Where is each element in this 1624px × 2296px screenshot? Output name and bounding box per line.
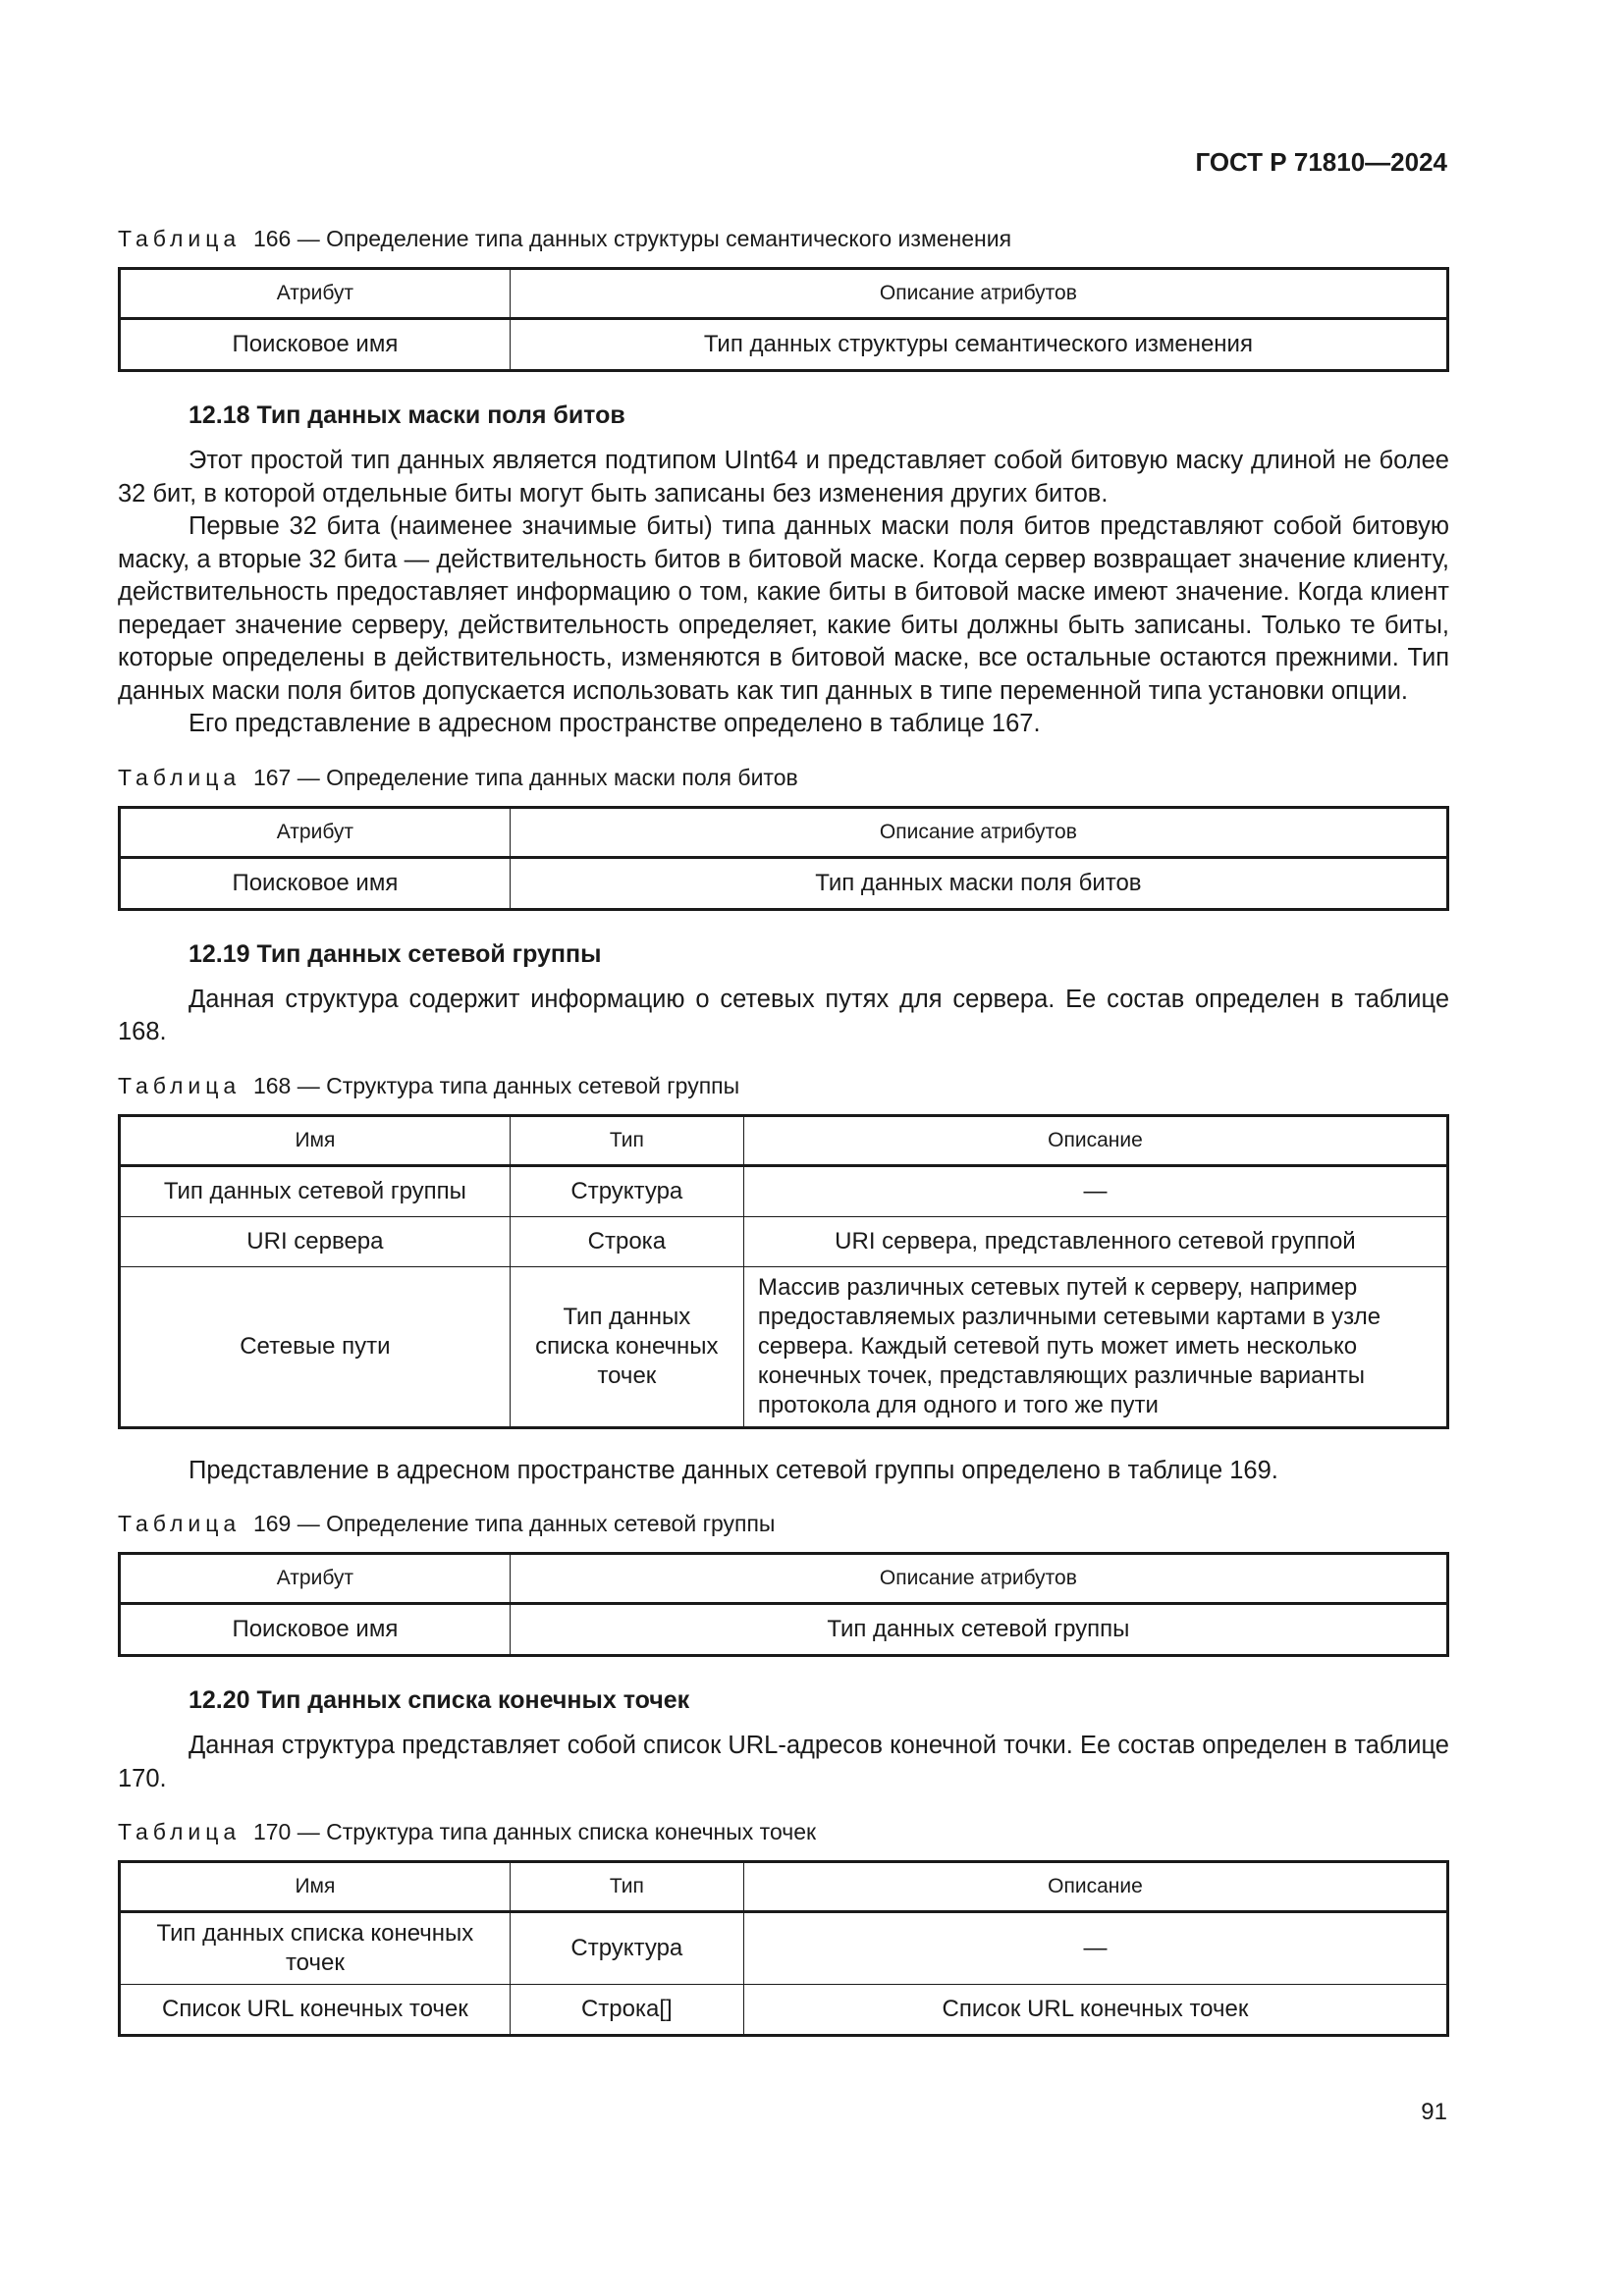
section-heading-12-20: 12.20 Тип данных списка конечных точек <box>189 1686 690 1714</box>
table-caption-text: 169 — Определение типа данных сетевой группы <box>252 1511 776 1536</box>
table-cell-desc: — <box>743 1165 1447 1216</box>
table-caption-word: Таблица <box>118 764 242 790</box>
table-row <box>120 319 1448 371</box>
table-header-type: Тип <box>510 1115 743 1165</box>
table-cell-attr: Поисковое имя <box>120 857 511 909</box>
paragraph: Представление в адресном пространстве данных сетевой группы определено в таблице 169. <box>189 1456 1278 1484</box>
table-row <box>120 857 1448 909</box>
table-header-description: Описание <box>743 1115 1447 1165</box>
table-cell-attr: Поисковое имя <box>120 1604 511 1656</box>
section-heading-12-19: 12.19 Тип данных сетевой группы <box>189 939 602 968</box>
table-169 <box>118 1552 1449 1657</box>
table-cell-desc: — <box>743 1912 1447 1985</box>
table-caption-word: Таблица <box>118 1511 242 1536</box>
table-caption-word: Таблица <box>118 226 242 251</box>
table-caption-text: 168 — Структура типа данных сетевой группы <box>252 1072 740 1098</box>
table-header-attribute-description: Описание атрибутов <box>510 807 1447 857</box>
section-heading-12-18: 12.18 Тип данных маски поля битов <box>189 401 625 429</box>
paragraph: Первые 32 бита (наименее значимые биты) типа данных маски поля битов представляют собой битовую маску, а вторые 32 бита — действительность битов в битовой маске. Когда сервер возвращает значение клиенту, действительность предоставляет информацию о том, какие биты в битовой маске имеют значение. Когда клиент передает значение серверу, действительность определяет, какие биты должны быть записаны. Только те биты, которые определены в действительность, изменяются в битовой маске, все остальные остаются прежними. Тип данных маски поля битов допускается использовать как тип данных в типе переменной типа установки опции. <box>118 512 1449 705</box>
table-cell-name: Тип данных списка конечных точек <box>120 1912 511 1985</box>
table-cell-desc: Список URL конечных точек <box>743 1985 1447 2036</box>
table-header-description: Описание <box>743 1862 1447 1912</box>
table-167 <box>118 806 1449 911</box>
table-cell-type: Структура <box>510 1912 743 1985</box>
table-header-attribute-description: Описание атрибутов <box>510 269 1447 319</box>
table-row <box>120 1985 1448 2036</box>
table-header-attribute-description: Описание атрибутов <box>510 1554 1447 1604</box>
table-row <box>120 1912 1448 1985</box>
table-header-type: Тип <box>510 1862 743 1912</box>
table-cell-type: Тип данных списка конечных точек <box>510 1266 743 1427</box>
table-row <box>120 1604 1448 1656</box>
page-content <box>118 224 1449 2037</box>
document-code-header: ГОСТ Р 71810—2024 <box>1195 147 1447 177</box>
table-row <box>120 1266 1448 1427</box>
table-cell-name: Сетевые пути <box>120 1266 511 1427</box>
table-header-attribute: Атрибут <box>120 269 511 319</box>
paragraph: Его представление в адресном пространстве определено в таблице 167. <box>189 710 1041 737</box>
page-number: 91 <box>1421 2099 1447 2125</box>
table-cell-desc: URI сервера, представленного сетевой группой <box>743 1216 1447 1266</box>
table-caption-text: 167 — Определение типа данных маски поля битов <box>252 764 798 790</box>
table-cell-desc: Массив различных сетевых путей к серверу, например предоставляемых различными сетевыми картами в узле сервера. Каждый сетевой путь может иметь несколько конечных точек, представляющих различные варианты протокола для одного и того же пути <box>743 1266 1447 1427</box>
table-cell-desc: Тип данных маски поля битов <box>510 857 1447 909</box>
table-caption-word: Таблица <box>118 1072 242 1098</box>
table-caption-text: 170 — Структура типа данных списка конечных точек <box>252 1819 817 1844</box>
table-cell-attr: Поисковое имя <box>120 319 511 371</box>
table-170-caption <box>118 1817 1449 1846</box>
table-169-caption <box>118 1509 1449 1538</box>
table-cell-name: Тип данных сетевой группы <box>120 1165 511 1216</box>
table-166-caption <box>118 224 1449 253</box>
paragraph: Данная структура содержит информацию о сетевых путях для сервера. Ее состав определен в таблице 168. <box>118 985 1449 1045</box>
table-header-name: Имя <box>120 1115 511 1165</box>
table-168-caption <box>118 1071 1449 1100</box>
table-cell-name: URI сервера <box>120 1216 511 1266</box>
table-cell-type: Строка[] <box>510 1985 743 2036</box>
paragraph: Этот простой тип данных является подтипом UInt64 и представляет собой битовую маску длиной не более 32 бит, в которой отдельные биты могут быть записаны без изменения других битов. <box>118 447 1449 507</box>
table-167-caption <box>118 763 1449 792</box>
table-cell-type: Структура <box>510 1165 743 1216</box>
table-header-attribute: Атрибут <box>120 807 511 857</box>
table-cell-desc: Тип данных сетевой группы <box>510 1604 1447 1656</box>
table-row <box>120 1165 1448 1216</box>
table-cell-name: Список URL конечных точек <box>120 1985 511 2036</box>
table-caption-word: Таблица <box>118 1819 242 1844</box>
table-cell-type: Строка <box>510 1216 743 1266</box>
table-cell-desc: Тип данных структуры семантического изменения <box>510 319 1447 371</box>
table-166 <box>118 267 1449 372</box>
table-170 <box>118 1860 1449 2037</box>
table-header-attribute: Атрибут <box>120 1554 511 1604</box>
table-168 <box>118 1114 1449 1429</box>
table-caption-text: 166 — Определение типа данных структуры семантического изменения <box>252 226 1012 251</box>
table-header-name: Имя <box>120 1862 511 1912</box>
paragraph: Данная структура представляет собой список URL-адресов конечной точки. Ее состав определен в таблице 170. <box>118 1732 1449 1792</box>
table-row <box>120 1216 1448 1266</box>
